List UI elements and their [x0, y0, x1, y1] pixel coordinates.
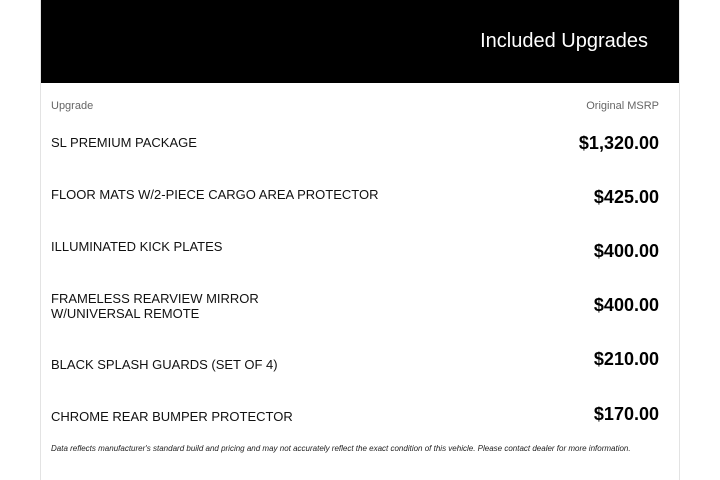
- upgrade-row: [51, 135, 659, 165]
- column-headers: [51, 100, 659, 114]
- upgrade-price: $425.00: [593, 187, 659, 207]
- upgrade-price: $210.00: [593, 349, 659, 369]
- disclaimer-text: Data reflects manufacturer's standard build and pricing and may not accurately reflect the exact condition of this vehicle. Please contact dealer for more information.: [51, 444, 631, 453]
- upgrade-name: FRAMELESS REARVIEW MIRROR W/UNIVERSAL REMOTE: [51, 291, 259, 321]
- upgrade-row: [51, 349, 659, 387]
- upgrade-price: $1,320.00: [578, 133, 659, 153]
- upgrade-price: $170.00: [593, 404, 659, 424]
- upgrade-name: SL PREMIUM PACKAGE: [51, 135, 197, 150]
- header-title: Included Upgrades: [480, 30, 648, 52]
- upgrade-row: [51, 404, 659, 439]
- upgrade-price: $400.00: [593, 295, 659, 315]
- upgrades-card: [40, 0, 680, 480]
- upgrade-name: FLOOR MATS W/2-PIECE CARGO AREA PROTECTOR: [51, 187, 379, 202]
- upgrade-name: ILLUMINATED KICK PLATES: [51, 239, 223, 254]
- msrp-column-header: Original MSRP: [586, 100, 659, 112]
- upgrade-row: [51, 187, 659, 217]
- upgrade-row: [51, 291, 659, 331]
- upgrade-name: CHROME REAR BUMPER PROTECTOR: [51, 409, 293, 424]
- upgrade-column-header: Upgrade: [51, 100, 94, 112]
- card-header: [41, 0, 679, 83]
- upgrade-price: $400.00: [593, 241, 659, 261]
- upgrade-name: BLACK SPLASH GUARDS (SET OF 4): [51, 357, 278, 372]
- upgrade-row: [51, 239, 659, 269]
